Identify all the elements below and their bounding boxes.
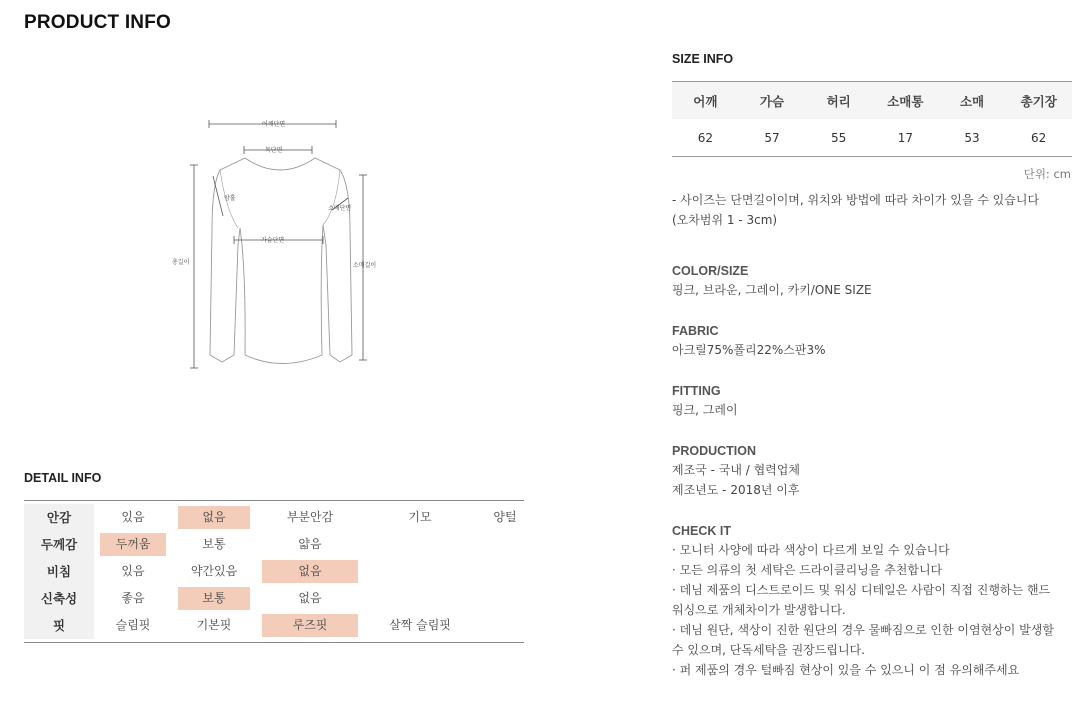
detail-row-label: 두께감 bbox=[24, 531, 94, 558]
detail-option-selected: 없음 bbox=[178, 506, 250, 529]
fitting-text: 핑크, 그레이 bbox=[672, 403, 738, 417]
production-line: 제조국 - 국내 / 협력업체 bbox=[672, 463, 800, 477]
size-value-cell: 62 bbox=[1031, 130, 1047, 145]
size-info-title: SIZE INFO bbox=[672, 52, 734, 66]
label-shoulder: 어깨단면 bbox=[262, 121, 286, 128]
detail-row-label: 안감 bbox=[24, 504, 94, 531]
size-header-cell: 어깨 bbox=[693, 93, 718, 109]
fabric-text: 아크릴75%폴리22%스판3% bbox=[672, 343, 826, 357]
detail-option-selected: 보통 bbox=[178, 587, 250, 610]
size-header-cell: 허리 bbox=[826, 93, 851, 109]
detail-option-selected: 없음 bbox=[262, 560, 358, 583]
check-it-line: · 퍼 제품의 경우 털빠짐 현상이 있을 수 있으니 이 점 유의해주세요 bbox=[672, 663, 1020, 677]
size-value-cell: 57 bbox=[764, 130, 780, 145]
label-sleeve-width: 소매단면 bbox=[328, 205, 352, 212]
detail-row bbox=[24, 504, 524, 531]
size-value-row bbox=[672, 119, 1072, 156]
size-header-cell: 총기장 bbox=[1020, 93, 1057, 109]
detail-option-selected: 루즈핏 bbox=[262, 614, 358, 637]
detail-option: 기모 bbox=[408, 510, 432, 524]
check-it-line: 수 있으며, 단독세탁을 권장드립니다. bbox=[672, 643, 865, 657]
check-it-line: 워싱으로 개체차이가 발생합니다. bbox=[672, 603, 846, 617]
size-header-cell: 소매통 bbox=[887, 93, 924, 109]
detail-row bbox=[24, 531, 524, 558]
label-total-length: 총길이 bbox=[172, 259, 190, 266]
label-chest: 가슴단면 bbox=[261, 237, 285, 244]
detail-info-table bbox=[24, 500, 524, 643]
fabric-title: FABRIC bbox=[672, 324, 719, 338]
check-it-line: · 모든 의류의 첫 세탁은 드라이클리닝을 추천합니다 bbox=[672, 563, 943, 577]
detail-row-label: 비침 bbox=[24, 558, 94, 585]
detail-option: 좋음 bbox=[121, 591, 145, 605]
detail-option: 살짝 슬림핏 bbox=[389, 618, 451, 632]
color-size-title: COLOR/SIZE bbox=[672, 264, 749, 278]
label-armhole: 암홀 bbox=[224, 195, 236, 202]
size-header-row bbox=[672, 82, 1072, 119]
page-title: PRODUCT INFO bbox=[24, 12, 172, 33]
detail-row-label: 신축성 bbox=[24, 585, 94, 612]
size-value-cell: 55 bbox=[831, 130, 847, 145]
detail-info-title: DETAIL INFO bbox=[24, 471, 102, 485]
detail-option: 보통 bbox=[202, 537, 226, 551]
production-title: PRODUCTION bbox=[672, 444, 757, 458]
size-unit: 단위: cm bbox=[1023, 167, 1071, 181]
size-info-table bbox=[672, 81, 1072, 157]
detail-option: 약간있음 bbox=[190, 564, 238, 578]
check-it-line: · 데님 원단, 색상이 진한 원단의 경우 물빠짐으로 인한 이염현상이 발생할 bbox=[672, 623, 1054, 637]
detail-row-label: 핏 bbox=[24, 612, 94, 639]
label-neck: 목단면 bbox=[265, 147, 283, 154]
check-it-line: · 모니터 사양에 따라 색상이 다르게 보일 수 있습니다 bbox=[672, 543, 950, 557]
detail-option: 부분안감 bbox=[286, 510, 334, 524]
detail-option: 없음 bbox=[298, 591, 322, 605]
detail-option: 얇음 bbox=[298, 537, 322, 551]
size-value-cell: 17 bbox=[897, 130, 913, 145]
garment-illustration bbox=[160, 110, 400, 380]
detail-option: 있음 bbox=[121, 510, 145, 524]
label-sleeve-length: 소매길이 bbox=[353, 262, 377, 269]
size-note-line: - 사이즈는 단면길이이며, 위치와 방법에 따라 차이가 있을 수 있습니다 bbox=[672, 193, 1040, 207]
size-header-cell: 소매 bbox=[959, 93, 985, 109]
detail-row bbox=[24, 612, 524, 639]
size-header-cell: 가슴 bbox=[759, 93, 785, 109]
size-value-cell: 62 bbox=[697, 130, 713, 145]
color-size-text: 핑크, 브라운, 그레이, 카키/ONE SIZE bbox=[672, 283, 872, 297]
size-value-cell: 53 bbox=[964, 130, 980, 145]
check-it-title: CHECK IT bbox=[672, 524, 732, 538]
size-diagram bbox=[160, 110, 400, 380]
detail-row bbox=[24, 585, 524, 612]
production-line: 제조년도 - 2018년 이후 bbox=[672, 483, 800, 497]
detail-option: 슬림핏 bbox=[115, 618, 151, 632]
detail-option: 있음 bbox=[121, 564, 145, 578]
detail-option-selected: 두꺼움 bbox=[100, 533, 166, 556]
detail-row bbox=[24, 558, 524, 585]
detail-option: 양털 bbox=[493, 510, 517, 524]
size-note-line: (오차범위 1 - 3cm) bbox=[672, 213, 778, 227]
detail-option: 기본핏 bbox=[196, 618, 232, 632]
fitting-title: FITTING bbox=[672, 384, 721, 398]
check-it-line: · 데님 제품의 디스트로이드 및 워싱 디테일은 사람이 직접 진행하는 핸드 bbox=[672, 583, 1051, 597]
